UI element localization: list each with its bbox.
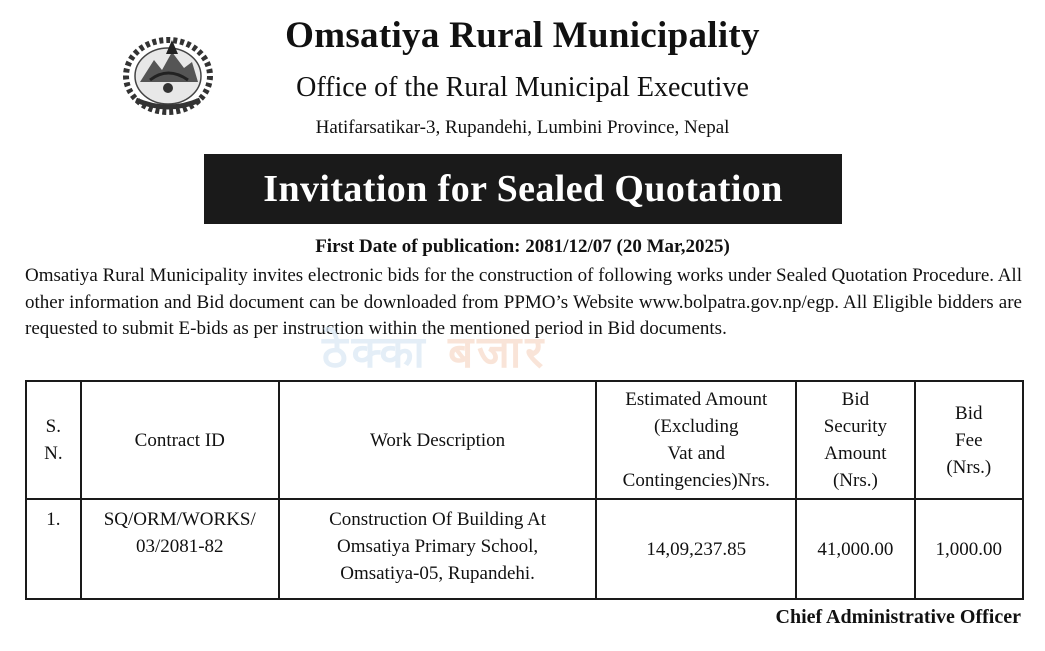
- header-estimated-amount: Estimated Amount (Excluding Vat and Contingencies)Nrs.: [596, 381, 796, 499]
- watermark-part2: बजार: [448, 327, 548, 378]
- cell-sn: 1.: [26, 499, 81, 599]
- header-contract-id: Contract ID: [81, 381, 279, 499]
- publication-date: First Date of publication: 2081/12/07 (20 Mar,2025): [315, 236, 730, 257]
- notice-body: Omsatiya Rural Municipality invites electronic bids for the construction of following works under Sealed Quotation Procedure. All other information and Bid document can be downloaded from PPMO’s Website www.bolpatra.gov.np/egp. All Eligible bidders are requested to submit E-bids as per instruction within the mentioned period in Bid documents.: [25, 265, 1022, 339]
- header-work-description: Work Description: [279, 381, 596, 499]
- office-address: Hatifarsatikar-3, Rupandehi, Lumbini Province, Nepal: [315, 117, 730, 138]
- header-sn: S. N.: [26, 381, 81, 499]
- office-name: Office of the Rural Municipal Executive: [296, 72, 749, 103]
- notice-title: Invitation for Sealed Quotation: [263, 168, 783, 210]
- cell-bid-fee: 1,000.00: [915, 499, 1023, 599]
- bid-table: [25, 380, 1024, 600]
- watermark-part1: ठेक्का: [322, 327, 429, 378]
- table-header-row: [26, 381, 1023, 499]
- cell-bid-security: 41,000.00: [796, 499, 914, 599]
- cell-work-description: Construction Of Building At Omsatiya Primary School, Omsatiya-05, Rupandehi.: [279, 499, 596, 599]
- cell-contract-id: SQ/ORM/WORKS/ 03/2081-82: [81, 499, 279, 599]
- notice-title-banner: [204, 154, 842, 224]
- signature-title: Chief Administrative Officer: [775, 606, 1021, 628]
- table-row: [26, 499, 1023, 599]
- org-name: Omsatiya Rural Municipality: [285, 15, 760, 56]
- cell-estimated-amount: 14,09,237.85: [596, 499, 796, 599]
- header-bid-fee: Bid Fee (Nrs.): [915, 381, 1023, 499]
- header-bid-security: Bid Security Amount (Nrs.): [796, 381, 914, 499]
